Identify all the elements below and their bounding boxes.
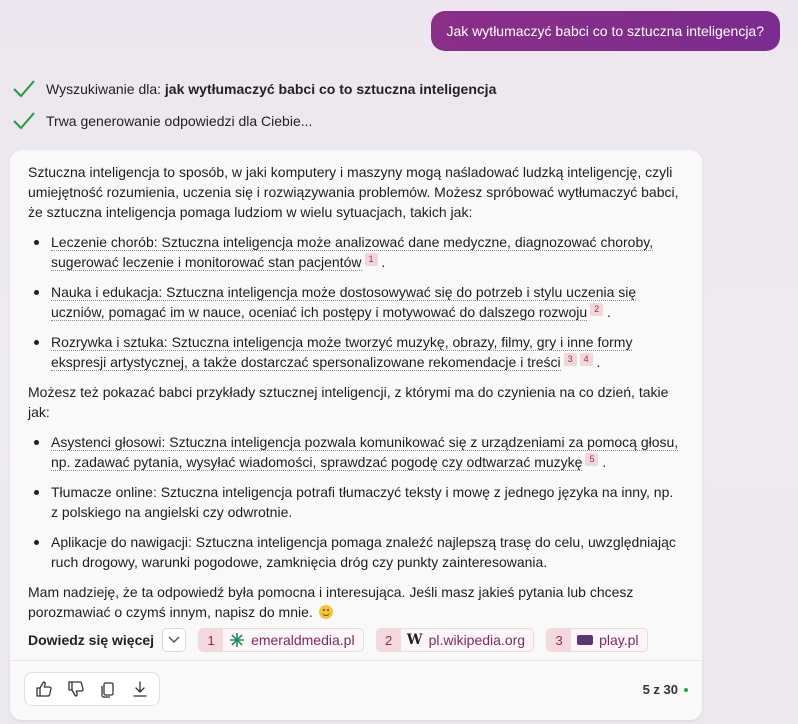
answer-body [10,150,702,622]
learn-more-label: Dowiedz się więcej [28,632,155,648]
user-message-bubble [431,11,780,51]
user-message-text: Jak wytłumaczyć babci co to sztuczna inteligencja? [446,23,764,39]
cited-text: Leczenie chorób: Sztuczna inteligencja może analizować dane medyczne, diagnozować choroby, sugerować leczenie i monitorować stan pacjentów [51,234,654,270]
play-logo-icon [577,632,593,648]
cited-text: Rozrywka i sztuka: Sztuczna inteligencja może tworzyć muzykę, obrazy, filmy, gry i inne formy ekspresji artystycznej, a także dostarczać spersonalizowane rekomendacje i treści [51,334,633,370]
export-button[interactable] [125,674,155,704]
like-button[interactable] [29,674,59,704]
search-query[interactable]: jak wytłumaczyć babci co to sztuczna inteligencja [164,81,497,97]
benefits-list [28,232,684,372]
expand-sources-button[interactable] [162,628,186,652]
source-number: 2 [377,629,401,651]
status-dot [684,688,688,692]
feedback-toolbar [24,672,160,706]
source-domain: pl.wikipedia.org [428,632,526,648]
counter-text: 5 z 30 [642,682,678,697]
list-item: Asystenci głosowi: Sztuczna inteligencja pozwala komunikować się z urządzeniami za pomocą głosu, np. zadawać pytania, wysyłać wiadomości, sprawdzać pogodę czy odtwarzać muzykę 5 . [28,432,684,472]
smiling-emoji-icon [319,605,333,619]
list-item: Rozrywka i sztuka: Sztuczna inteligencja może tworzyć muzykę, obrazy, filmy, gry i inne formy ekspresji artystycznej, a także dostarczać spersonalizowane rekomendacje i treści 3 4 . [28,332,684,372]
list-item: Nauka i edukacja: Sztuczna inteligencja może dostosowywać się do potrzeb i stylu uczenia się uczniów, pomagać im w nauce, oceniać ich postępy i motywować do dalszego rozwoju 2 . [28,282,684,322]
copy-icon [99,680,117,698]
thumbs-down-icon [67,680,85,698]
download-icon [131,680,149,698]
examples-list [28,432,684,572]
answer-closing [28,582,684,622]
source-domain: play.pl [599,632,639,648]
dislike-button[interactable] [61,674,91,704]
list-item [28,482,684,522]
cited-text: Asystenci głosowi: Sztuczna inteligencja pozwala komunikować się z urządzeniami za pomocą głosu, np. zadawać pytania, wysyłać wiadomości, sprawdzać pogodę czy odtwarzać muzykę [51,434,679,470]
closing-text: Mam nadzieję, że ta odpowiedź była pomocna i interesująca. Jeśli masz jakieś pytania lub chcesz porozmawiać o czymś innym, napisz do mnie. [28,584,634,620]
source-number: 3 [547,629,571,651]
cited-text: Nauka i edukacja: Sztuczna inteligencja może dostosowywać się do potrzeb i stylu uczenia się uczniów, pomagać im w nauce, oceniać ich postępy i motywować do dalszego rozwoju [51,284,637,320]
source-link-1[interactable] [198,628,364,652]
copy-button[interactable] [93,674,123,704]
citation-link[interactable]: 3 [564,353,577,366]
citation-link[interactable]: 2 [590,303,603,316]
list-item: Leczenie chorób: Sztuczna inteligencja może analizować dane medyczne, diagnozować choroby, sugerować leczenie i monitorować stan pacjentów 1 . [28,232,684,272]
generating-text: Trwa generowanie odpowiedzi dla Ciebie... [46,113,313,129]
citation-link[interactable]: 1 [365,253,378,266]
source-link-3[interactable] [546,628,647,652]
list-item [28,532,684,572]
status-generating [12,110,312,132]
chevron-down-icon [168,636,180,644]
thumbs-up-icon [35,680,53,698]
citation-link[interactable]: 4 [580,353,593,366]
response-counter [643,682,688,697]
source-number: 1 [199,629,223,651]
learn-more-row [28,628,648,652]
answer-intro: Sztuczna inteligencja to sposób, w jaki komputery i maszyny mogą naśladować ludzką inteligencję, czyli umiejętność rozumienia, uczenia się i rozwiązywania problemów. Możesz spróbować wytłumaczyć babci, że sztuczna inteligencja pomaga ludziom w wielu sytuacjach, takich jak: [28,164,679,220]
status-searching [12,78,496,100]
search-prefix: Wyszukiwanie dla: [46,81,165,97]
list-item-text: Aplikacje do nawigacji: Sztuczna inteligencja pomaga znaleźć najlepszą trasę do celu, uwzględniając ruch drogowy, warunki pogodowe, zamknięcia dróg czy punkty zainteresowania. [51,534,676,570]
answer-middle: Możesz też pokazać babci przykłady sztucznej inteligencji, z którymi ma do czynienia na co dzień, takie jak: [28,384,669,420]
answer-card [10,150,702,720]
list-item-text: Tłumacze online: Sztuczna inteligencja potrafi tłumaczyć teksty i mowę z jednego języka na inny, np. z polskiego na angielski czy odwrotnie. [51,484,674,520]
wikipedia-w-icon: W [406,632,423,648]
checkmark-icon [12,78,36,100]
citation-link[interactable]: 5 [585,453,598,466]
checkmark-icon [12,110,36,132]
source-domain: emeraldmedia.pl [251,632,355,648]
emerald-asterisk-icon [229,632,245,648]
divider [10,660,702,661]
source-link-2[interactable] [376,628,535,652]
